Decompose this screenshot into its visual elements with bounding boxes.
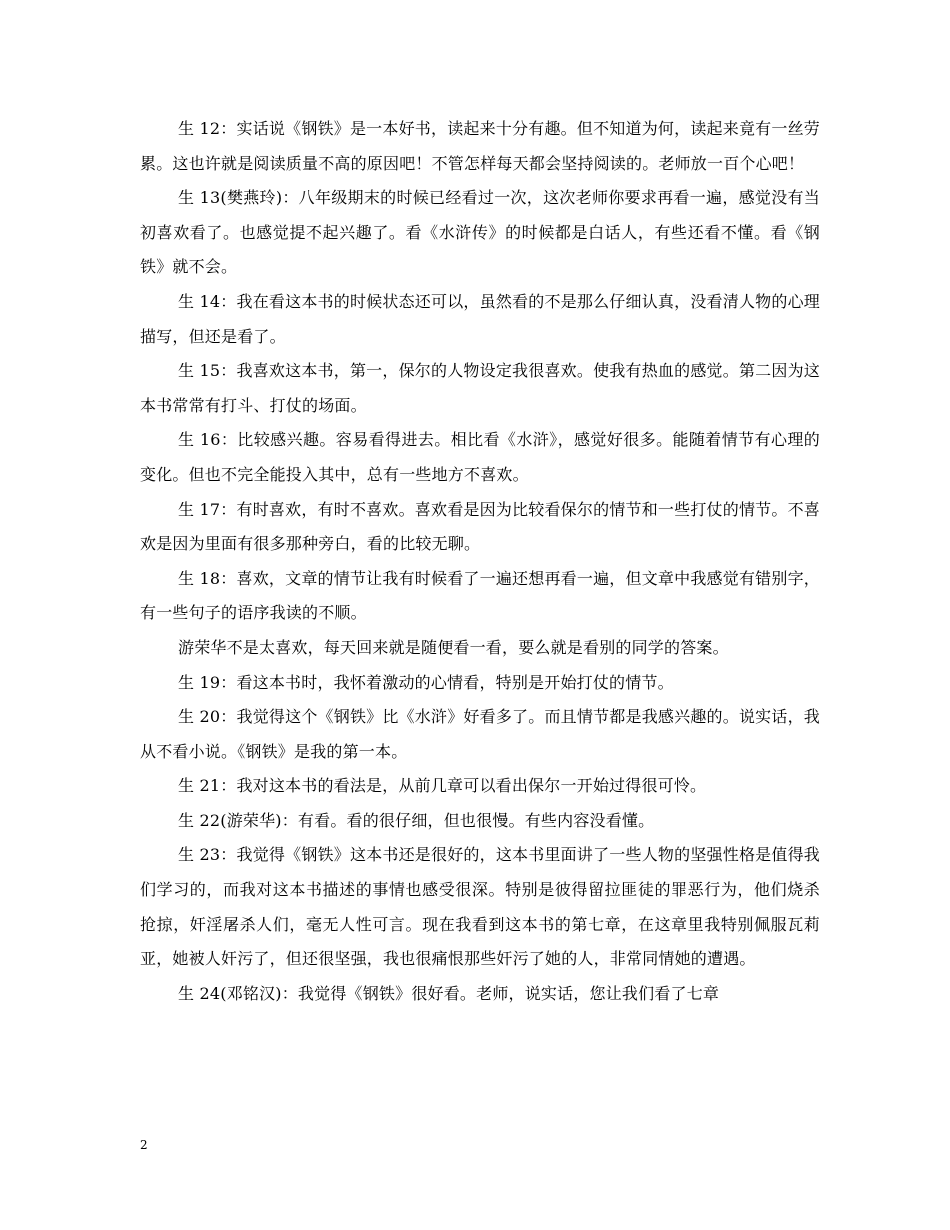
body-text (140, 112, 820, 1011)
paragraph-student-12: 生 12：实话说《钢铁》是一本好书，读起来十分有趣。但不知道为何，读起来竟有一丝劳累。这也许就是阅读质量不高的原因吧！不管怎样每天都会坚持阅读的。老师放一百个心吧！ (140, 119, 820, 173)
paragraph-student-21: 生 21：我对这本书的看法是，从前几章可以看出保尔一开始过得很可怜。 (178, 776, 707, 796)
paragraph-student-14: 生 14：我在看这本书的时候状态还可以，虽然看的不是那么仔细认真，没看清人物的心理描写，但还是看了。 (140, 291, 820, 346)
paragraph-student-17: 生 17：有时喜欢，有时不喜欢。喜欢看是因为比较看保尔的情节和一些打仗的情节。不喜欢是因为里面有很多那种旁白，看的比较无聊。 (140, 499, 820, 554)
paragraph-student-16: 生 16：比较感兴趣。容易看得进去。相比看《水浒》，感觉好很多。能随着情节有心理的变化。但也不完全能投入其中，总有一些地方不喜欢。 (140, 430, 820, 484)
paragraph-student-22: 生 22(游荣华)：有看。看的很仔细，但也很慢。有些内容没看懂。 (178, 810, 655, 830)
paragraph-student-15: 生 15：我喜欢这本书，第一，保尔的人物设定我很喜欢。使我有热血的感觉。第二因为这本书常常有打斗、打仗的场面。 (140, 361, 820, 415)
page-number: 2 (140, 1138, 148, 1152)
paragraph-student-23: 生 23：我觉得《钢铁》这本书还是很好的，这本书里面讲了一些人物的坚强性格是值得我们学习的，而我对这本书描述的事情也感受很深。特别是彼得留拉匪徒的罪恶行为，他们烧杀抢掠，奸淫屠杀人们，毫无人性可言。现在我看到这本书的第七章，在这章里我特别佩服瓦莉亚，她被人奸污了，但还很坚强，我也很痛恨那些奸污了她的人，非常同情她的遭遇。 (140, 845, 820, 969)
paragraph-student-24: 生 24(邓铭汉)：我觉得《钢铁》很好看。老师，说实话，您让我们看了七章 (178, 983, 720, 1003)
paragraph-you-ronghua: 游荣华不是太喜欢，每天回来就是随便看一看，要么就是看别的同学的答案。 (178, 637, 729, 657)
paragraph-student-13: 生 13(樊燕玲)：八年级期末的时候已经看过一次，这次老师你要求再看一遍，感觉没有当初喜欢看了。也感觉提不起兴趣了。看《水浒传》的时候都是白话人，有些还看不懂。看《钢铁》就不会。 (140, 188, 820, 277)
paragraph-student-19: 生 19：看这本书时，我怀着激动的心情看，特别是开始打仗的情节。 (178, 672, 674, 692)
paragraph-student-20: 生 20：我觉得这个《钢铁》比《水浒》好看多了。而且情节都是我感兴趣的。说实话，我从不看小说。《钢铁》是我的第一本。 (140, 707, 820, 761)
paragraph-student-18: 生 18：喜欢，文章的情节让我有时候看了一遍还想再看一遍，但文章中我感觉有错别字，有一些句子的语序我读的不顺。 (140, 568, 820, 623)
